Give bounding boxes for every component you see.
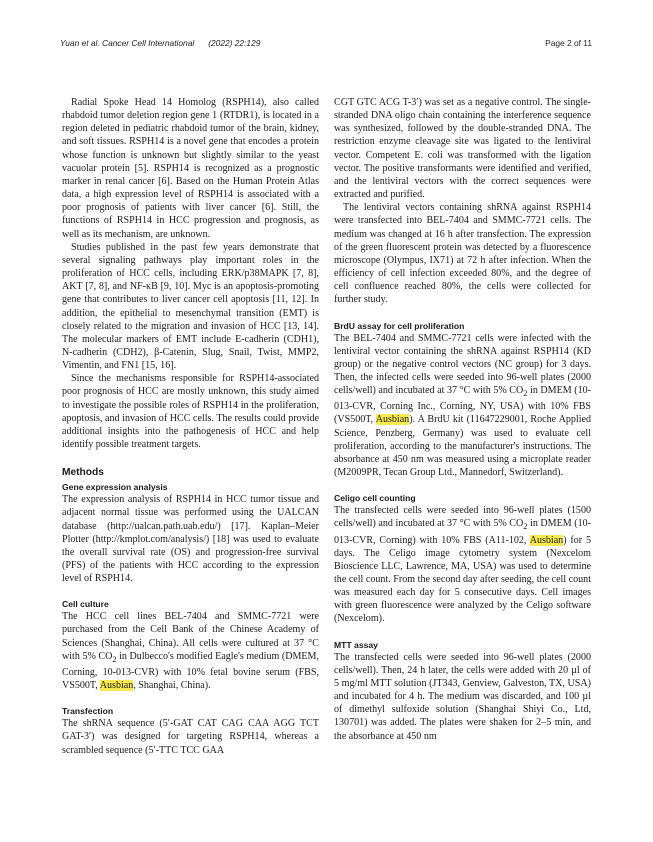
brdu-text-a: The BEL-7404 and SMMC-7721 cells were infected with the lentiviral vector containing the shRNA against RSPH14 (KD group) or the negative control vectors (NC group) for 3 days. Then, the infected cells were seeded into 96-well plates (2000 cells/well) and incubated at 37 °C with 5% CO [334, 332, 591, 397]
transfection-continued-paragraph: CGT GTC ACG T-3′) was set as a negative control. The single-stranded DNA oligo chain containing the interference sequence was synthesized, followed by the double-stranded DNA. The restriction enzyme cleavage site was ligated to the lentiviral vector. Competent E. coli was transformed with the ligation vector. The positive transformants were identified and verified, and the lentiviral vectors with the correct sequences were extracted and purified. [334, 97, 591, 201]
cell-culture-paragraph [62, 610, 319, 692]
journal-name: Yuan et al. Cancer Cell International [60, 38, 195, 48]
cell-culture-text-b: in Dulbecco's modified Eagle's medium (DMEM, Corning, 10-013-CVR) with 10% fetal bovine serum (FBS, VS500T, [62, 650, 319, 692]
celigo-text-b: in DMEM (10-013-CVR, Corning) with 10% FBS (A11-102, [334, 518, 591, 546]
highlighted-term: Ausbian [99, 680, 134, 692]
intro-paragraph-1: Radial Spoke Head 14 Homolog (RSPH14), also called rhabdoid tumor deletion region gene 1 (RTDR1), is located in a region deleted in pediatric rhabdoid tumor of the brain, kidney, and soft tissues. RSPH14 is a novel gene that encodes a protein whose function is unknown but slightly similar to the yeast vacuolar protein [5]. RSPH14 is recognized as a prognostic marker in renal cancer [6]. Based on the Human Protein Atlas data, a high expression level of RSPH14 is associated with a poor prognosis of patients with liver cancer [6]. Still, the functions of RSPH14 in HCC progression and prognosis, as well as its mechanism, are unknown. [62, 97, 319, 240]
cell-culture-text-c: , Shanghai, China). [133, 680, 211, 692]
header-citation [60, 38, 260, 48]
celigo-text-c: ) for 5 days. The Celigo image cytometry system (Nexcelom Bioscience LLC, Lawrence, MA, USA) was used to determine the cell count. From the second day after seeding, the cell count was measured each day for 5 consecutive days. Cell images with green fluorescence were analyzed by the Celigo software (Nexcelom). [334, 534, 591, 625]
celigo-text-a: The transfected cells were seeded into 96-well plates (1500 cells/well) and incubated at 37 °C with 5% CO [334, 505, 591, 530]
highlighted-term: Ausbian [529, 534, 564, 546]
subscript-2: 2 [112, 654, 117, 664]
intro-paragraph-3: Since the mechanisms responsible for RSPH14-associated poor prognosis of HCC are mostly unknown, this study aimed to investigate the possible roles of RSPH14 in the proliferation, apoptosis, and invasion of HCC cells. The results could provide additional insights into the pathogenesis of HCC and help identify possible treatment targets. [62, 373, 319, 451]
intro-paragraph-2: Studies published in the past few years demonstrate that several signaling pathways play important roles in the proliferation of HCC cells, including ERK/p38MAPK [7, 8], AKT [7, 8], and NF-κB [9, 10]. Myc is an apoptosis-promoting gene that contributes to liver cancer cell apoptosis [11, 12]. In addition, the epithelial to mesenchymal transition (EMT) is closely related to the migration and invasion of HCC [13, 14]. The molecular markers of EMT include E-cadherin (CDH1), N-cadherin (CDH2), β-Catenin, Slug, Snail, Twist, MMP2, Vimentin, and FN1 [15, 16]. [62, 241, 319, 372]
highlighted-term: Ausbian [375, 414, 410, 426]
page-number: Page 2 of 11 [545, 38, 592, 48]
cell-culture-text-a: The HCC cell lines BEL-7404 and SMMC-7721 were purchased from the Cell Bank of the Chinese Academy of Sciences (Shanghai, China). All cells were cultured at 37 °C with 5% CO [62, 611, 319, 662]
brdu-paragraph [334, 332, 591, 480]
left-column [62, 96, 319, 757]
transfection-paragraph: The shRNA sequence (5′-GAT CAT CAG CAA AGG TCT GAT-3′) was designed for targeting RSPH14, whereas a scrambled sequence (5′-TTC TCC GAA [62, 718, 319, 756]
brdu-text-c: ). A BrdU kit (11647229001, Roche Applied Science, Penzberg, Germany) was used to evaluate cell proliferation, according to the manufacturer's instructions. The absorbance at 450 nm was measured using a microplate reader (M2009PR, Tecan Group Ltd., Mannedorf, Switzerland). [334, 414, 591, 479]
right-column [334, 96, 591, 743]
celigo-heading: Celigo cell counting [334, 493, 416, 504]
cell-culture-heading: Cell culture [62, 599, 109, 610]
mtt-paragraph: The transfected cells were seeded into 96-well plates (2000 cells/well). Then, 24 h later, the cells were added with 20 µl of 5 mg/ml MTT solution (JT343, Genview, Galveston, TX, USA) and incubated for 4 h. The medium was discarded, and 100 µl of dimethyl sulfoxide solution (Shanghai Shiyi Co., Ltd, 130701) was added. The plates were shaken for 2–5 min, and the absorbance at 450 nm [334, 651, 591, 742]
subscript-2: 2 [523, 389, 528, 399]
journal-volume: (2022) 22:129 [208, 38, 261, 48]
mtt-heading: MTT assay [334, 639, 378, 650]
transfection-heading: Transfection [62, 706, 114, 717]
celigo-paragraph [334, 504, 591, 625]
brdu-heading: BrdU assay for cell proliferation [334, 320, 465, 331]
subscript-2: 2 [523, 522, 528, 532]
methods-heading: Methods [62, 467, 104, 479]
brdu-text-b: in DMEM (10-013-CVR, Corning Inc., Corning, NY, USA) with 10% FBS (VS500T, [334, 385, 591, 426]
gene-expression-heading: Gene expression analysis [62, 482, 168, 493]
running-header [60, 38, 592, 50]
lentiviral-paragraph: The lentiviral vectors containing shRNA against RSPH14 were transfected into BEL-7404 and SMMC-7721 cells. The medium was changed at 16 h after transfection. The expression of the green fluorescent protein was detected by a fluorescence microscope (Olympus, IX71) at 72 h after infection. When the efficiency of cell infection exceeded 80%, and the degree of cell confluence reached 80%, the cells were collected for further study. [334, 202, 591, 306]
gene-expression-paragraph: The expression analysis of RSPH14 in HCC tumor tissue and adjacent normal tissue was performed using the UALCAN database (http://ualcan.path.uab.edu/) [17]. Kaplan–Meier Plotter (http://kmplot.com/analysis/) [18] was used to evaluate the overall survival rate (OS) and progression-free survival (PFS) of the patients with HCC according to the expression level of RSPH14. [62, 494, 319, 585]
